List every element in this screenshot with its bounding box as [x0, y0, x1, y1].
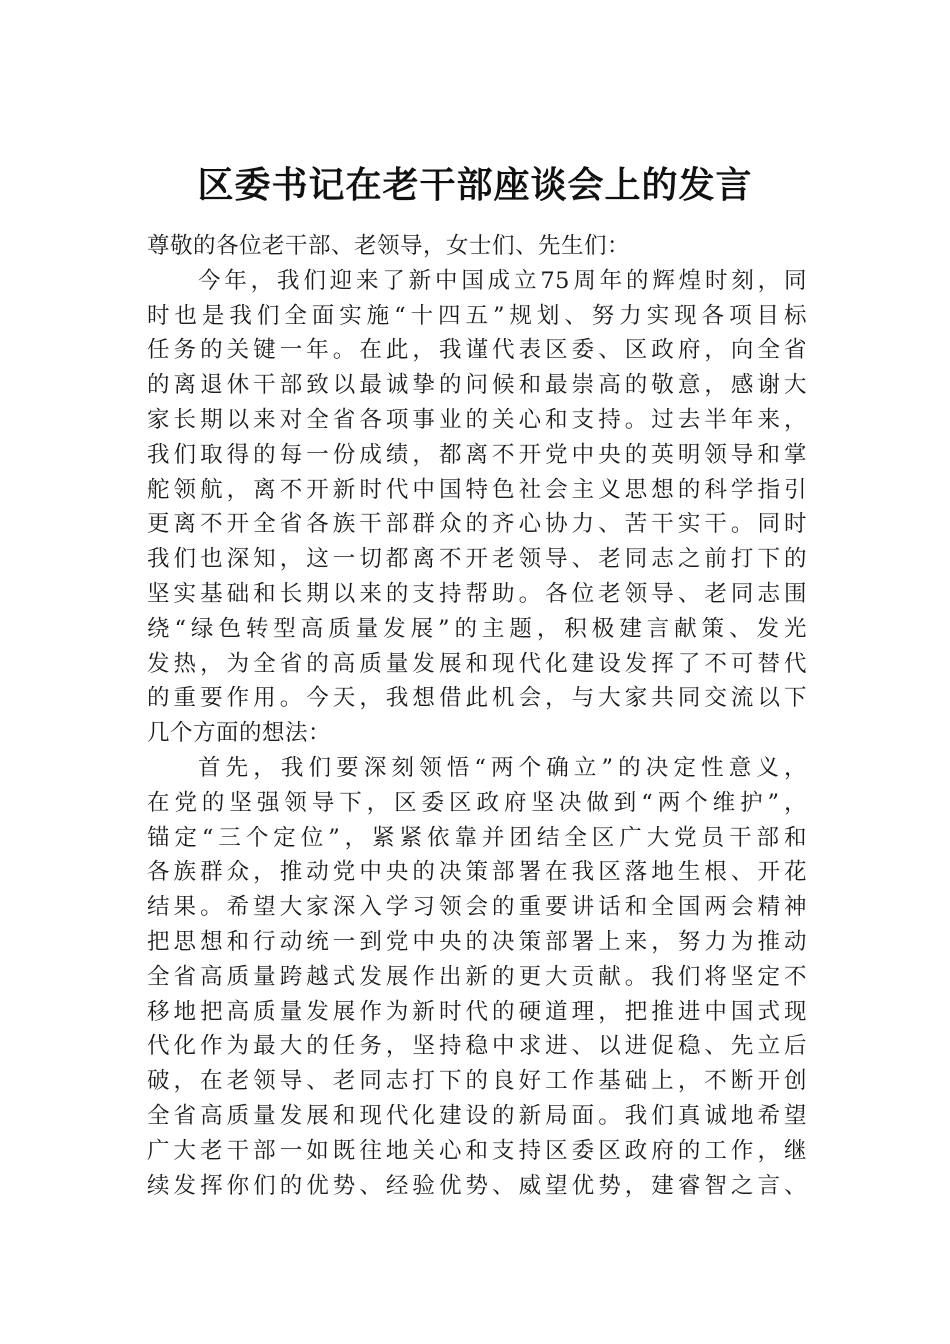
text-line: 各族群众，推动党中央的决策部署在我区落地生根、开花 [147, 859, 807, 886]
text-line: 结果。希望大家深入学习领会的重要讲话和全国两会精神 [147, 894, 807, 921]
text-line: 全省高质量跨越式发展作出新的更大贡献。我们将坚定不 [147, 963, 807, 990]
text-line: 绕“绿色转型高质量发展”的主题，积极建言献策、发光 [147, 615, 807, 642]
text-line: 的离退休干部致以最诚挚的问候和最崇高的敬意，感谢大 [147, 372, 807, 399]
text-line: 任务的关键一年。在此，我谨代表区委、区政府，向全省 [147, 337, 807, 364]
text-line: 我们也深知，这一切都离不开老领导、老同志之前打下的 [147, 546, 807, 573]
text-line: 坚实基础和长期以来的支持帮助。各位老领导、老同志围 [147, 580, 807, 607]
text-line: 发热，为全省的高质量发展和现代化建设发挥了不可替代 [147, 650, 807, 677]
text-line: 更离不开全省各族干部群众的齐心协力、苦干实干。同时 [147, 511, 807, 538]
document-title: 区委书记在老干部座谈会上的发言 [197, 164, 753, 206]
text-line: 时也是我们全面实施“十四五”规划、努力实现各项目标 [147, 302, 807, 329]
text-line: 全省高质量发展和现代化建设的新局面。我们真诚地希望 [147, 1102, 807, 1129]
text-line: 几个方面的想法： [147, 720, 332, 747]
text-line: 广大老干部一如既往地关心和支持区委区政府的工作，继 [147, 1137, 807, 1164]
text-line: 续发挥你们的优势、经验优势、威望优势，建睿智之言、 [147, 1172, 807, 1199]
text-line: 把思想和行动统一到党中央的决策部署上来，努力为推动 [147, 928, 807, 955]
text-line: 代化作为最大的任务，坚持稳中求进、以进促稳、先立后 [147, 1033, 807, 1060]
text-line: 锚定“三个定位”，紧紧依靠并团结全区广大党员干部和 [147, 824, 807, 851]
text-line: 今年，我们迎来了新中国成立75周年的辉煌时刻，同 [198, 267, 807, 294]
document-body [147, 229, 807, 1203]
text-line: 舵领航，离不开新时代中国特色社会主义思想的科学指引 [147, 476, 807, 503]
text-line: 的重要作用。今天，我想借此机会，与大家共同交流以下 [147, 685, 807, 712]
text-line: 首先，我们要深刻领悟“两个确立”的决定性意义， [198, 754, 807, 781]
text-line: 家长期以来对全省各项事业的关心和支持。过去半年来， [147, 406, 807, 433]
text-line: 破，在老领导、老同志打下的良好工作基础上，不断开创 [147, 1068, 807, 1095]
salutation: 尊敬的各位老干部、老领导，女士们、先生们： [147, 233, 631, 259]
text-line: 在党的坚强领导下，区委区政府坚决做到“两个维护”， [147, 789, 807, 816]
text-line: 我们取得的每一份成绩，都离不开党中央的英明领导和掌 [147, 441, 807, 468]
text-line: 移地把高质量发展作为新时代的硬道理，把推进中国式现 [147, 998, 807, 1025]
